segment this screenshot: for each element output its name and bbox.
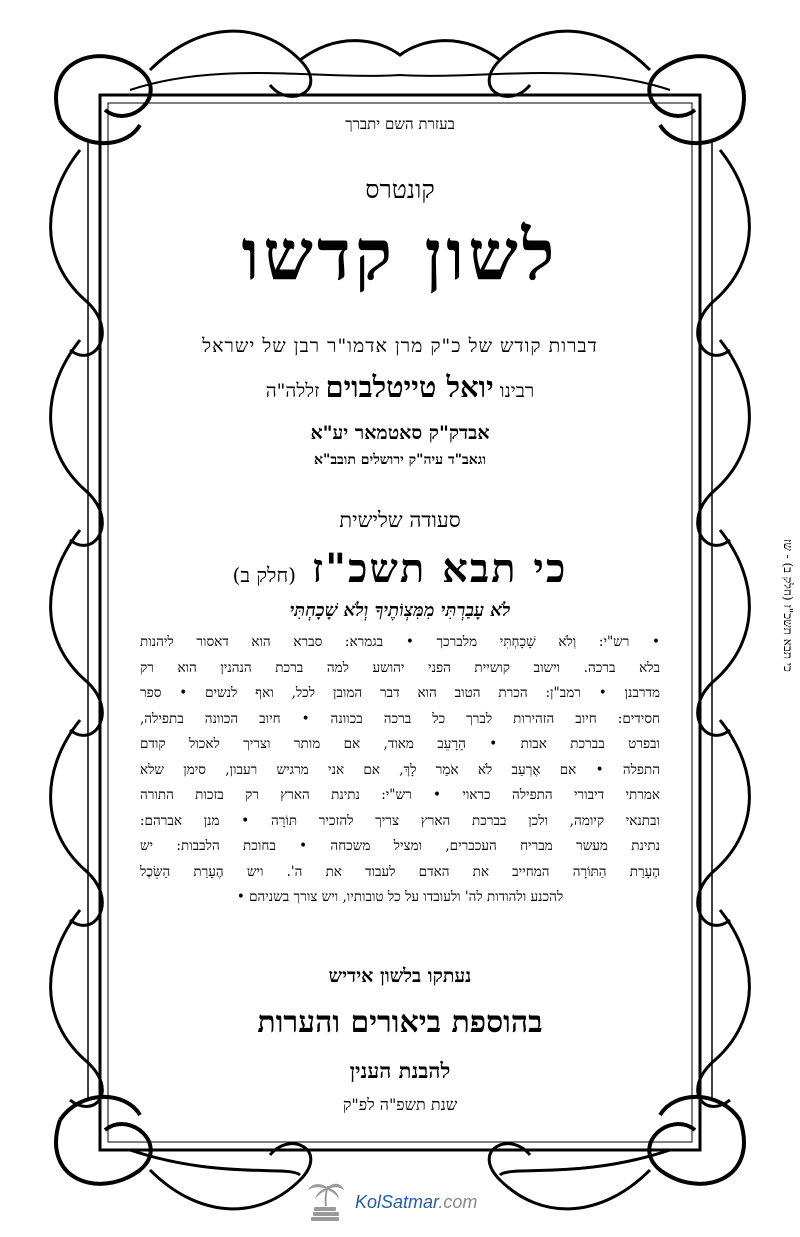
translated-line: נעתקו בלשון אידיש: [328, 965, 472, 987]
summary-line: • רש"י: וְלֹא שָׁכָחְתִּי מלברכך • בגמרא: סברא הוא דאסור ליהנות: [140, 634, 660, 650]
seuda-label: סעודה שלישית: [339, 508, 461, 532]
parsha-part: (חלק ב): [232, 563, 297, 587]
summary-line: בלא ברכה. וישוב קושיית הפני יהושע למה ברכת הנהנין הוא רק: [140, 659, 660, 676]
parsha-name: כי תבא תשכ"ז: [311, 545, 568, 592]
rebbe-title-line2: וגאב"ד עיה"ק ירושלים תובב"א: [314, 452, 486, 468]
verse-heading: לֹא עָבַרְתִּי מִמִּצְוֹתֶיךָ וְלֹא שָׁכָחְתִּי: [289, 600, 511, 621]
logo-text: [355, 1192, 477, 1213]
rebbe-suffix: זללה"ה: [265, 380, 320, 402]
understanding-line: להבנת הענין: [349, 1058, 451, 1083]
year-line: שנת תשפ"ה לפ"ק: [342, 1095, 458, 1114]
invocation-line: בעזרת השם יתברך: [345, 115, 455, 133]
summary-line: נתינת מעשר מבריח העכברים, ומציל משכחה • בחוכת הלבבות: יש: [140, 838, 660, 854]
running-head: כי תבא תשכ"ז (חלק ב) - שז: [781, 538, 795, 672]
kolsatmar-logo[interactable]: [305, 1180, 505, 1230]
rebbe-name: יואל טייטלבוים: [325, 370, 494, 404]
rebbe-line: [150, 370, 650, 405]
parsha-heading: [150, 545, 650, 592]
rebbe-title-line1: אבדק"ק סאטמאר יע"א: [310, 422, 490, 444]
summary-line: חסידים: חיוב הזהירות לברך כל ברכה בכוונה • חיוב הכוונה בתפילה,: [140, 710, 660, 727]
summary-line: הֶעָרַת הַתּוֹרָה המחייב את האדם לעבוד את ה'. ויש הֶעָרַת הַשֵּׂכֶל: [140, 863, 660, 880]
summary-line: ובתנאי קיומה, ולכן בברכת הארץ צריך להזכיר תּוֹרָה • מנן אברהם:: [140, 812, 660, 829]
summary-line: ובפרט בברכת אבות • הָרָעֵב מאוד, אם מותר וצריך לאכול קודם: [140, 736, 660, 752]
rebbe-prefix: רבינו: [499, 380, 535, 402]
subtitle: דברות קודש של כ"ק מרן אדמו"ר רבן של ישראל: [202, 335, 598, 357]
additions-line: בהוספת ביאורים והערות: [257, 1005, 543, 1040]
summary-paragraph: [140, 630, 660, 911]
summary-line: אמרתי דיבורי התפילה כראוי • רש"י: נתינת הארץ רק בזכות התורה: [140, 787, 660, 803]
logo-brand: KolSatmar: [355, 1192, 439, 1212]
summary-line: להכנע ולהודות לה' ולעובדו על כל טובותיו, ויש צורך בשניהם •: [236, 889, 564, 905]
book-title: לשון קדשו: [241, 213, 559, 296]
summary-line: התפלה • אם אֶרְעַב לֹא אֹמַר לָךְ, אם אני מרגיש רעבון, סימן שלא: [140, 761, 660, 778]
palm-tree-books-icon: [305, 1180, 345, 1225]
kuntres-label: קונטרס: [365, 175, 435, 204]
summary-line: מדרבנן • רמב"ן: הכרת הטוב הוא דבר המובן לכל, ואף לנשים • ספר: [140, 685, 660, 701]
title-page-content: [140, 100, 660, 1114]
logo-domain: .com: [438, 1192, 478, 1212]
